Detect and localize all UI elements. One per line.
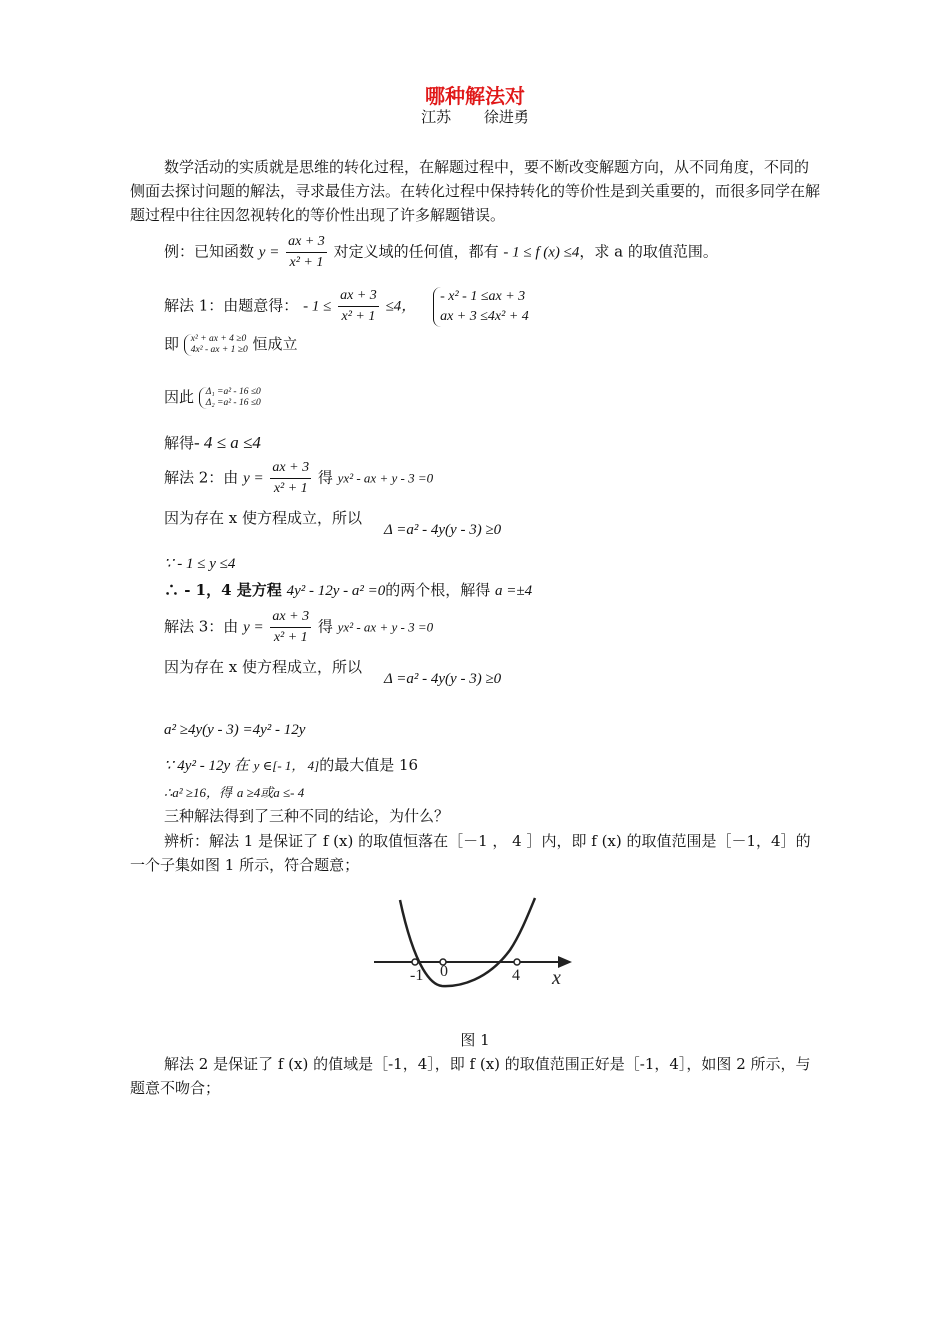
method1-system-2: [184, 334, 248, 356]
fraction-numerator: ax + 3: [270, 458, 311, 479]
document-title: 哪种解法对: [425, 84, 525, 108]
method1-system: [433, 287, 529, 327]
point-four: [514, 959, 520, 965]
method2-label: 解法 2：由: [164, 468, 239, 487]
method3-because-b: 的最大值是 16: [319, 756, 419, 774]
method1-result-line: [164, 432, 261, 454]
fraction-denominator: x² + 1: [273, 630, 308, 645]
tick-label-minus-one: -1: [410, 967, 424, 984]
method2-therefore-b: 的两个根，解得: [385, 581, 491, 599]
method3-ineq-line: [164, 718, 305, 741]
method2-because-line: [164, 552, 235, 575]
fraction-numerator: ax + 3: [338, 286, 379, 307]
tick-label-zero: 0: [440, 963, 448, 980]
method2-equation-2: 4y² - 12y - a² =0: [286, 583, 386, 599]
method3-line: [164, 607, 433, 648]
method1-fraction: [338, 286, 379, 327]
example-inequality: - 1 ≤ f (x) ≤4: [503, 244, 580, 261]
method3-y-eq: y =: [243, 619, 264, 636]
system-row: Δ₂ =a² - 16 ≤0: [205, 398, 261, 408]
example-prefix: 例：已知函数: [164, 242, 255, 261]
method2-de: 得: [317, 468, 333, 487]
method3-range: y ∈[- 1， 4]: [253, 758, 320, 773]
method1-right: ≤4，: [385, 298, 417, 315]
system-row: 4x² - ax + 1 ≥0: [190, 345, 248, 355]
method2-exist: 因为存在 x 使方程成立，所以: [164, 509, 362, 527]
method3-therefore-a: ∴a² ≥16，得: [164, 785, 233, 800]
method3-inequality: a² ≥4y(y - 3) =4y² - 12y: [164, 722, 306, 738]
method3-result: a ≥4或a ≤- 4: [236, 785, 305, 800]
method2-fraction: [270, 458, 311, 499]
method2-because: ∵ - 1 ≤ y ≤4: [164, 556, 236, 572]
method3-delta-text: Δ =a² - 4y(y - 3) ≥0: [384, 671, 502, 687]
method2-therefore-a: ∴ - 1，4 是方程: [164, 581, 282, 599]
jiede-label: 解得: [164, 434, 195, 452]
fraction-denominator: x² + 1: [289, 255, 324, 270]
method2-delta-text: Δ =a² - 4y(y - 3) ≥0: [384, 522, 502, 538]
ji-suffix: 恒成立: [252, 335, 298, 353]
example-line: [164, 232, 718, 273]
method1-system-3: [199, 387, 261, 409]
closing-paragraph: 解法 2 是保证了 f (x) 的值域是［-1，4］，即 f (x) 的取值范围正好是［-1，4］，如图 2 所示，与题意不吻合；: [130, 1055, 811, 1097]
method3-exist-line: [164, 656, 362, 678]
author-line: [0, 106, 950, 127]
author-region: 江苏: [421, 108, 452, 126]
ji-label: 即: [164, 335, 180, 353]
example-fraction: [286, 232, 327, 273]
fraction-denominator: x² + 1: [273, 481, 308, 496]
example-suffix: ，求 a 的取值范围。: [579, 242, 718, 261]
example-middle: 对定义域的任何值，都有: [333, 242, 499, 261]
method1-result: - 4 ≤ a ≤4: [194, 433, 261, 452]
x-axis-label: x: [552, 967, 561, 989]
fraction-numerator: ax + 3: [286, 232, 327, 253]
method3-de: 得: [317, 617, 333, 636]
question-text: 三种解法得到了三种不同的结论，为什么？: [164, 807, 450, 825]
method2-exist-line: [164, 507, 362, 529]
tick-label-four: 4: [512, 967, 520, 984]
author-name: 徐进勇: [483, 108, 529, 126]
method3-because-a: ∵ 4y² - 12y 在: [164, 758, 249, 774]
system-row: x² + ax + 4 ≥0: [190, 334, 247, 344]
example-y-eq: y =: [258, 244, 280, 261]
method2-line: [164, 458, 433, 499]
yinci-label: 因此: [164, 388, 195, 406]
system-row: Δ₁ =a² - 16 ≤0: [205, 387, 261, 397]
method3-because-line: [164, 754, 418, 777]
method3-therefore-line: [164, 781, 304, 804]
method3-fraction: [270, 607, 311, 648]
method3-exist: 因为存在 x 使方程成立，所以: [164, 658, 362, 676]
method2-therefore-line: [164, 579, 532, 602]
analysis-paragraph: 辨析：解法 1 是保证了 f (x) 的取值恒落在［－1 ， 4 ］内，即 f (x) 的取值范围是［－1，4］的一个子集如图 1 所示，符合题意；: [130, 832, 811, 874]
method2-equation: yx² - ax + y - 3 =0: [337, 470, 434, 486]
method2-result: a =±4: [495, 583, 533, 599]
method3-delta: [384, 667, 501, 690]
method2-delta: [384, 518, 501, 541]
method3-label: 解法 3：由: [164, 617, 239, 636]
fraction-numerator: ax + 3: [270, 607, 311, 628]
system-row: - x² - 1 ≤ax + 3: [440, 288, 526, 304]
method2-y-eq: y =: [243, 470, 264, 487]
method1-label: 解法 1：由题意得：: [164, 296, 299, 315]
method1-yinci-line: [164, 386, 261, 409]
figure-1-parabola: [360, 890, 590, 1000]
fraction-denominator: x² + 1: [341, 309, 376, 324]
figure-1-caption: 图 1: [460, 1031, 490, 1049]
intro-paragraph: 数学活动的实质就是思维的转化过程，在解题过程中，要不断改变解题方向，从不同角度，不同的侧面去探讨问题的解法，寻求最佳方法。在转化过程中保持转化的等价性是到关重要的，而很多同学在解题过程中往往因忽视转化的等价性出现了许多解题错误。: [130, 158, 821, 224]
method1-left: - 1 ≤: [303, 298, 332, 315]
method3-equation: yx² - ax + y - 3 =0: [337, 619, 434, 635]
point-minus-one: [412, 959, 418, 965]
question-line: [164, 805, 449, 827]
method1-ji-line: [164, 333, 298, 356]
system-row: ax + 3 ≤4x² + 4: [440, 308, 529, 324]
method1-line: [164, 286, 529, 327]
